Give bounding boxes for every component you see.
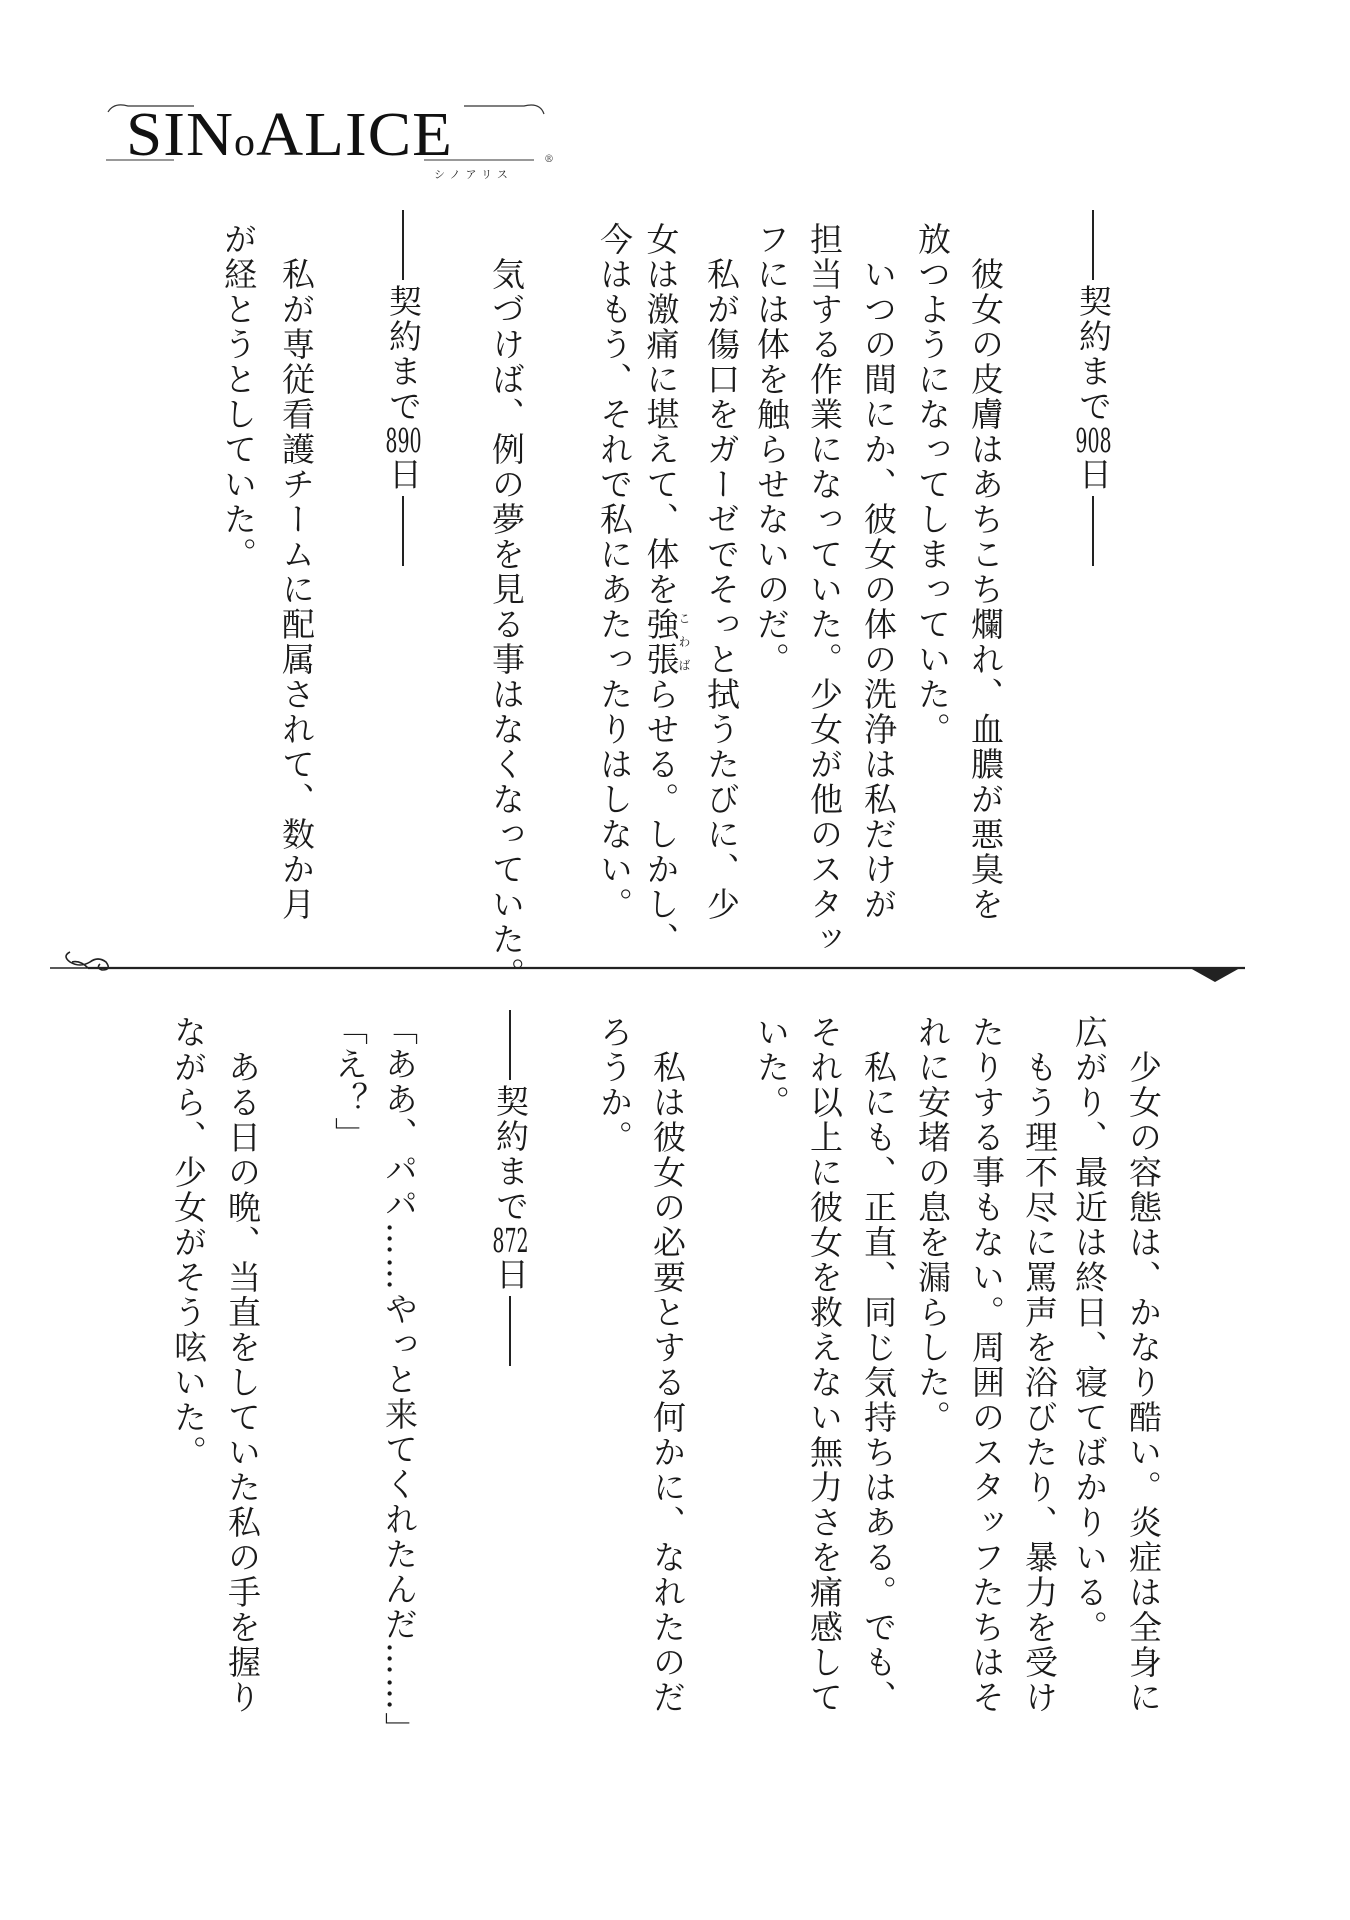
- contract-header-872: [488, 1010, 532, 1366]
- contract-countdown: 契約まで908日: [1074, 284, 1113, 492]
- text-column: もう理不尽に罵声を浴びたり、暴力を受け: [1020, 1050, 1059, 1715]
- dash-line: [509, 1010, 511, 1080]
- dash-line: [1092, 496, 1094, 566]
- contract-countdown: 契約まで872日: [491, 1084, 530, 1292]
- text-column: 私は彼女の必要とする何かに、なれたのだ: [648, 1050, 687, 1715]
- contract-header-908: [1071, 210, 1115, 566]
- contract-countdown: 契約まで890日: [384, 284, 423, 492]
- sinoalice-logo: [104, 98, 554, 188]
- text-column: ながら、少女がそう呟いた。: [169, 1015, 208, 1470]
- text-column: が経とうとしていた。: [219, 222, 258, 572]
- text-column: れに安堵の息を漏らした。: [913, 1015, 952, 1435]
- text-column: それ以上に彼女を救えない無力さを痛感して: [805, 1015, 844, 1715]
- text-column: 放つようになってしまっていた。: [913, 222, 952, 747]
- text-column: ある日の晩、当直をしていた私の手を握り: [223, 1050, 262, 1715]
- arrowhead-ornament: [1190, 968, 1240, 982]
- text-column: 気づけば、例の夢を見る事はなくなっていた。: [487, 257, 526, 992]
- dash-line: [402, 496, 404, 566]
- text-column: 私が傷口をガーゼでそっと拭うたびに、少: [702, 257, 741, 922]
- dialogue-column: 「ああ、パパ……やっと来てくれたんだ……」: [380, 1012, 419, 1747]
- dash-line: [509, 1296, 511, 1366]
- text-column: 私にも、正直、同じ気持ちはある。でも、: [859, 1050, 898, 1715]
- text-column: 担当する作業になっていた。少女が他のスタッ: [805, 222, 844, 957]
- contract-header-890: [381, 210, 425, 566]
- text-column: 広がり、最近は終日、寝てばかりいる。: [1070, 1015, 1109, 1645]
- text-column: フには体を触らせないのだ。: [752, 222, 791, 677]
- dash-line: [1092, 210, 1094, 280]
- text-column: 少女の容態は、かなり酷い。炎症は全身に: [1124, 1050, 1163, 1715]
- text-column: 私が専従看護チームに配属されて、数か月: [277, 257, 316, 922]
- text-column-with-ruby: 女は激痛に堪えて、体を強張こわばらせる。しかし、: [641, 222, 691, 957]
- dash-line: [402, 210, 404, 280]
- text-column: たりする事もない。周囲のスタッフたちはそ: [967, 1015, 1006, 1715]
- ruby-kowaba: 強張こわば: [641, 607, 691, 677]
- text-column: 彼女の皮膚はあちこち爛れ、血膿が悪臭を: [966, 257, 1005, 922]
- dialogue-column: 「え？」: [330, 1012, 369, 1152]
- text-column: 今はもう、それで私にあたったりはしない。: [595, 222, 634, 922]
- logo-wordmark: SINoALICE: [126, 101, 454, 169]
- text-column: いた。: [752, 1015, 791, 1120]
- text-column: いつの間にか、彼女の体の洗浄は私だけが: [859, 257, 898, 922]
- logo-katakana: シノアリス: [434, 168, 513, 181]
- section-divider: [40, 940, 1310, 990]
- registered-mark: ®: [544, 154, 554, 165]
- text-column: ろうか。: [595, 1015, 634, 1155]
